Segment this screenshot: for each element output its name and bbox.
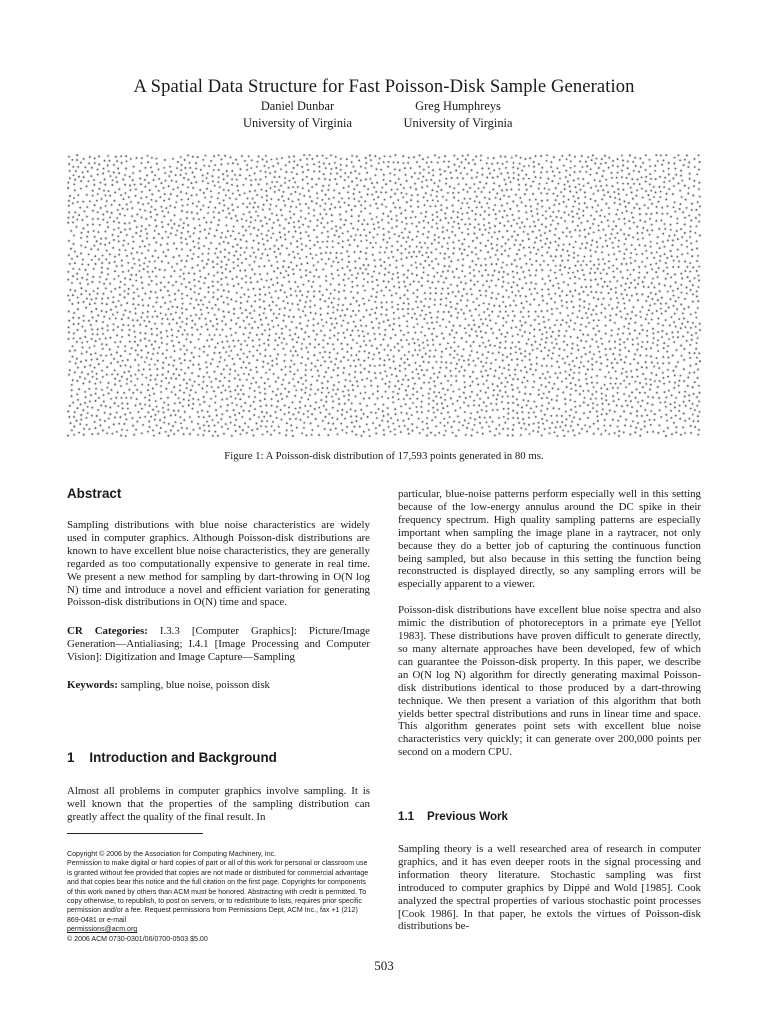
previous-work-paragraph: Sampling theory is a well researched area of research in computer graphics, and it has even deeper roots in the signal processing and information theory literature. Stochastic sampling was first introduced to computer graphics by Dippé and Wold [1985]. Cook analyzed the spectral properties of various stochastic point processes [Cook 1986]. In that paper, he extols the virtues of Poisson-disk distributions be-: [398, 843, 701, 933]
right-paragraph-2: Poisson-disk distributions have excellent blue noise spectra and also mimic the distribution of photoreceptors in a primate eye [Yellot 1983]. These distributions have proven difficult to generate directly, so many alternate approaches have been developed, few of which can guarantee the Poisson-disk property. In this paper, we describe an O(N log N) algorithm for directly generating maximal Poisson-disk distributions identical to those produced by a dart-throwing technique. We then present a variation of this algorithm that both yields better spectral distributions and runs in linear time and space. This algorithm generates point sets with excellent blue noise characteristics very quickly; it can generate over 200,000 points per second on a modern CPU.: [398, 604, 701, 759]
abstract-text: Sampling distributions with blue noise characteristics are widely used in computer graphics. Although Poisson-disk distributions are known to have excellent blue noise characteristics, they are generally regarded as too computationally expensive to generate in real time. We present a new method for sampling by dart-throwing in O(N log N) time and introduce a novel and efficient variation for generating Poisson-disk distributions in O(N) time and space.: [67, 519, 370, 609]
section-number: 1: [67, 750, 75, 765]
right-paragraph-1: particular, blue-noise patterns perform especially well in this setting because of the low-energy annulus around the DC spike in their frequency spectrum. High quality sampling patterns are especially important when sampling the image plane in a raytracer, not only because they do a better job of capturing the continuous function being sampled, but also because in this setting the function being reconstructed is displayed directly, so any sampling errors will be especially apparent to a viewer.: [398, 488, 701, 591]
keywords-text: sampling, blue noise, poisson disk: [120, 679, 271, 692]
section-title: Introduction and Background: [89, 750, 277, 765]
intro-paragraph: Almost all problems in computer graphics involve sampling. It is well known that the properties of the sampling distribution can greatly affect the quality of the final result. In: [67, 785, 370, 823]
cr-categories: [67, 625, 370, 664]
subsection-title: Previous Work: [427, 810, 508, 823]
footnote-rule: [67, 833, 203, 834]
author-affiliation: University of Virginia: [403, 116, 513, 130]
author-block: [205, 98, 390, 132]
intro-column: [67, 785, 370, 824]
author-name: Daniel Dunbar: [260, 99, 335, 113]
left-column: [67, 519, 370, 692]
author-block: [368, 98, 548, 132]
previous-work-column: [398, 843, 701, 933]
copyright-body: Permission to make digital or hard copies of part or all of this work for personal or classroom use is granted without fee provided that copies are not made or distributed for commercial advantage and that copies bear this notice and the full citation on the first page. Copyrights for components of this work owned by others than ACM must be honored. Abstracting with credit is permitted. To copy otherwise, to republish, to post on servers, or to redistribute to lists, requires prior specific permission and/or a fee. Request permissions from Permissions Dept, ACM Inc., fax +1 (212) 869-0481 or e-mail permissions@acm.org: [67, 860, 369, 934]
poisson-disk-figure: [67, 154, 701, 437]
section-heading: [67, 750, 277, 765]
figure-caption: Figure 1: A Poisson-disk distribution of 17,593 points generated in 80 ms.: [224, 450, 544, 462]
copyright-line: Copyright © 2006 by the Association for Computing Machinery, Inc.: [67, 851, 277, 858]
keywords: [67, 679, 370, 692]
author-affiliation: University of Virginia: [243, 116, 352, 130]
subsection-number: 1.1: [398, 810, 415, 823]
author-name: Greg Humphreys: [415, 99, 501, 113]
subsection-heading: [398, 810, 508, 823]
right-column: [398, 488, 701, 759]
copyright-notice: [67, 850, 370, 944]
abstract-heading: Abstract: [67, 486, 122, 501]
copyright-issn: © 2006 ACM 0730-0301/06/0700-0503 $5.00: [67, 935, 208, 943]
cr-text: I.3.3 [Computer Graphics]: Picture/Image Generation—Antialiasing; I.4.1 [Image Processing and Computer Vision]: Digitization and Image Capture—Sampling: [67, 625, 370, 664]
page-number: 503: [374, 958, 394, 973]
cr-label: CR Categories:: [67, 625, 148, 638]
permissions-email-link[interactable]: permissions@acm.org: [67, 926, 138, 934]
keywords-label: Keywords:: [67, 679, 118, 692]
paper-title: A Spatial Data Structure for Fast Poisson-Disk Sample Generation: [133, 76, 635, 98]
